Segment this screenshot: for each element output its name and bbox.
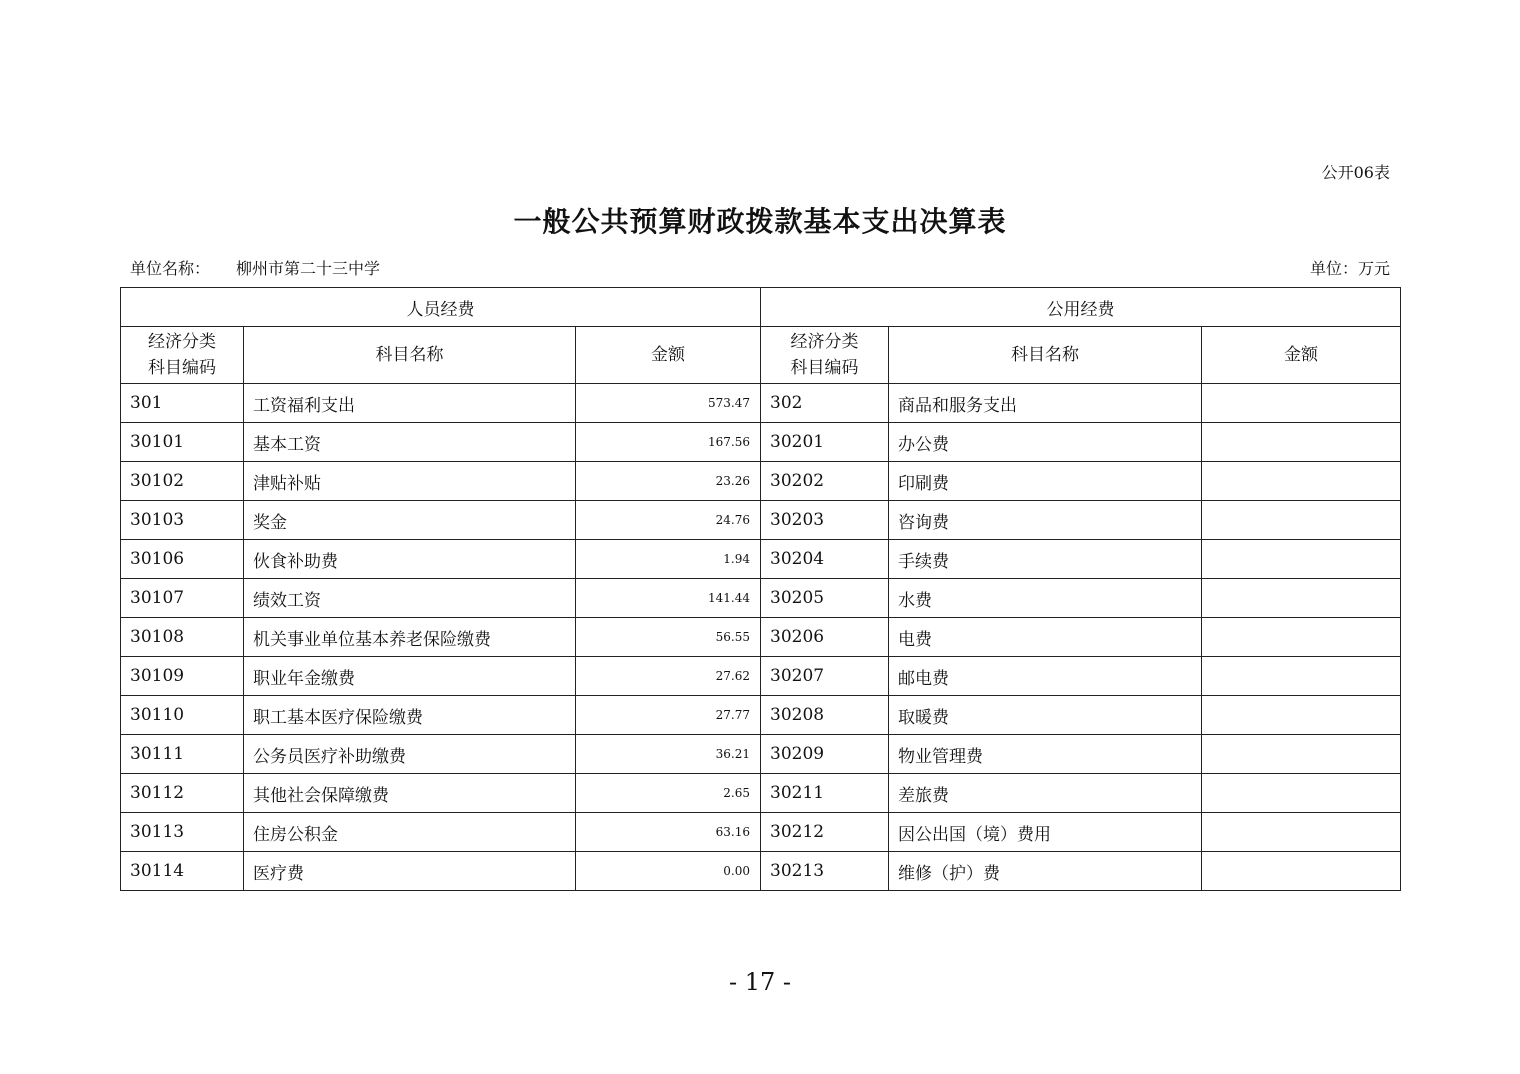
personnel-amount-cell: 1.94 <box>576 540 761 579</box>
public-name-cell: 邮电费 <box>889 657 1202 696</box>
personnel-amount-cell: 167.56 <box>576 423 761 462</box>
public-amount-cell <box>1202 462 1401 501</box>
personnel-name-header: 科目名称 <box>244 327 576 384</box>
personnel-name-cell: 职工基本医疗保险缴费 <box>244 696 576 735</box>
public-code-cell: 30212 <box>761 813 889 852</box>
public-code-cell: 30204 <box>761 540 889 579</box>
personnel-name-cell: 奖金 <box>244 501 576 540</box>
public-code-cell: 30206 <box>761 618 889 657</box>
public-amount-cell <box>1202 579 1401 618</box>
public-code-cell: 30207 <box>761 657 889 696</box>
public-code-header <box>761 327 889 384</box>
personnel-name-cell: 医疗费 <box>244 852 576 891</box>
public-name-cell: 手续费 <box>889 540 1202 579</box>
personnel-name-cell: 其他社会保障缴费 <box>244 774 576 813</box>
table-row <box>121 423 1401 462</box>
public-amount-cell <box>1202 423 1401 462</box>
personnel-amount-cell: 141.44 <box>576 579 761 618</box>
public-code-cell: 30205 <box>761 579 889 618</box>
public-name-cell: 取暖费 <box>889 696 1202 735</box>
unit-info-line <box>130 256 1390 280</box>
personnel-amount-header: 金额 <box>576 327 761 384</box>
public-name-cell: 因公出国（境）费用 <box>889 813 1202 852</box>
table-row <box>121 657 1401 696</box>
table-row <box>121 774 1401 813</box>
personnel-code-cell: 30106 <box>121 540 244 579</box>
personnel-code-cell: 30114 <box>121 852 244 891</box>
personnel-code-cell: 301 <box>121 384 244 423</box>
public-code-cell: 30211 <box>761 774 889 813</box>
column-header-row <box>121 327 1401 384</box>
personnel-amount-cell: 27.62 <box>576 657 761 696</box>
table-row <box>121 618 1401 657</box>
personnel-name-cell: 基本工资 <box>244 423 576 462</box>
personnel-amount-cell: 23.26 <box>576 462 761 501</box>
personnel-amount-cell: 27.77 <box>576 696 761 735</box>
table-row <box>121 852 1401 891</box>
public-group-header: 公用经费 <box>761 288 1401 327</box>
public-name-cell: 电费 <box>889 618 1202 657</box>
table-row <box>121 696 1401 735</box>
table-row <box>121 501 1401 540</box>
group-header-row <box>121 288 1401 327</box>
personnel-code-cell: 30113 <box>121 813 244 852</box>
code-header-line1: 经济分类 <box>148 332 216 352</box>
personnel-name-cell: 机关事业单位基本养老保险缴费 <box>244 618 576 657</box>
public-amount-cell <box>1202 657 1401 696</box>
personnel-amount-cell: 0.00 <box>576 852 761 891</box>
personnel-code-cell: 30101 <box>121 423 244 462</box>
personnel-name-cell: 绩效工资 <box>244 579 576 618</box>
public-name-header: 科目名称 <box>889 327 1202 384</box>
public-amount-cell <box>1202 852 1401 891</box>
public-name-cell: 办公费 <box>889 423 1202 462</box>
personnel-name-cell: 伙食补助费 <box>244 540 576 579</box>
page-number: - 17 - <box>728 968 791 996</box>
unit-name: 柳州市第二十三中学 <box>236 259 381 278</box>
public-amount-cell <box>1202 540 1401 579</box>
table-row <box>121 540 1401 579</box>
expenditure-table <box>120 287 1401 891</box>
public-code-cell: 30202 <box>761 462 889 501</box>
personnel-code-cell: 30103 <box>121 501 244 540</box>
unit-name-label: 单位名称： <box>130 259 211 278</box>
code-header-line2: 科目编码 <box>148 358 216 378</box>
public-name-cell: 印刷费 <box>889 462 1202 501</box>
personnel-code-cell: 30111 <box>121 735 244 774</box>
public-name-cell: 咨询费 <box>889 501 1202 540</box>
public-amount-cell <box>1202 774 1401 813</box>
table-row <box>121 813 1401 852</box>
public-amount-cell <box>1202 735 1401 774</box>
public-name-cell: 差旅费 <box>889 774 1202 813</box>
personnel-amount-cell: 36.21 <box>576 735 761 774</box>
public-amount-cell <box>1202 813 1401 852</box>
public-name-cell: 商品和服务支出 <box>889 384 1202 423</box>
personnel-group-header: 人员经费 <box>121 288 761 327</box>
public-code-cell: 30203 <box>761 501 889 540</box>
personnel-code-cell: 30107 <box>121 579 244 618</box>
personnel-name-cell: 住房公积金 <box>244 813 576 852</box>
public-name-cell: 水费 <box>889 579 1202 618</box>
table-row <box>121 735 1401 774</box>
personnel-code-cell: 30109 <box>121 657 244 696</box>
personnel-name-cell: 职业年金缴费 <box>244 657 576 696</box>
public-code-cell: 30213 <box>761 852 889 891</box>
form-id: 公开06表 <box>1321 163 1390 182</box>
personnel-name-cell: 工资福利支出 <box>244 384 576 423</box>
personnel-amount-cell: 56.55 <box>576 618 761 657</box>
personnel-code-cell: 30102 <box>121 462 244 501</box>
public-amount-cell <box>1202 696 1401 735</box>
public-code-cell: 30209 <box>761 735 889 774</box>
personnel-code-header <box>121 327 244 384</box>
personnel-amount-cell: 573.47 <box>576 384 761 423</box>
table-row <box>121 579 1401 618</box>
public-name-cell: 物业管理费 <box>889 735 1202 774</box>
table-row <box>121 462 1401 501</box>
personnel-name-cell: 津贴补贴 <box>244 462 576 501</box>
personnel-code-cell: 30108 <box>121 618 244 657</box>
personnel-amount-cell: 63.16 <box>576 813 761 852</box>
personnel-code-cell: 30110 <box>121 696 244 735</box>
public-code-cell: 30208 <box>761 696 889 735</box>
code-header-line1: 经济分类 <box>790 332 859 352</box>
code-header-line2: 科目编码 <box>790 358 859 378</box>
personnel-name-cell: 公务员医疗补助缴费 <box>244 735 576 774</box>
personnel-amount-cell: 2.65 <box>576 774 761 813</box>
unit-name-block <box>130 256 380 279</box>
public-amount-cell <box>1202 501 1401 540</box>
public-name-cell: 维修（护）费 <box>889 852 1202 891</box>
personnel-code-cell: 30112 <box>121 774 244 813</box>
public-code-cell: 30201 <box>761 423 889 462</box>
personnel-amount-cell: 24.76 <box>576 501 761 540</box>
public-amount-cell <box>1202 384 1401 423</box>
public-amount-header: 金额 <box>1202 327 1401 384</box>
public-code-cell: 302 <box>761 384 889 423</box>
document-title: 一般公共预算财政拨款基本支出决算表 <box>513 205 1007 238</box>
table-row <box>121 384 1401 423</box>
currency-unit: 单位：万元 <box>1309 259 1390 278</box>
public-amount-cell <box>1202 618 1401 657</box>
